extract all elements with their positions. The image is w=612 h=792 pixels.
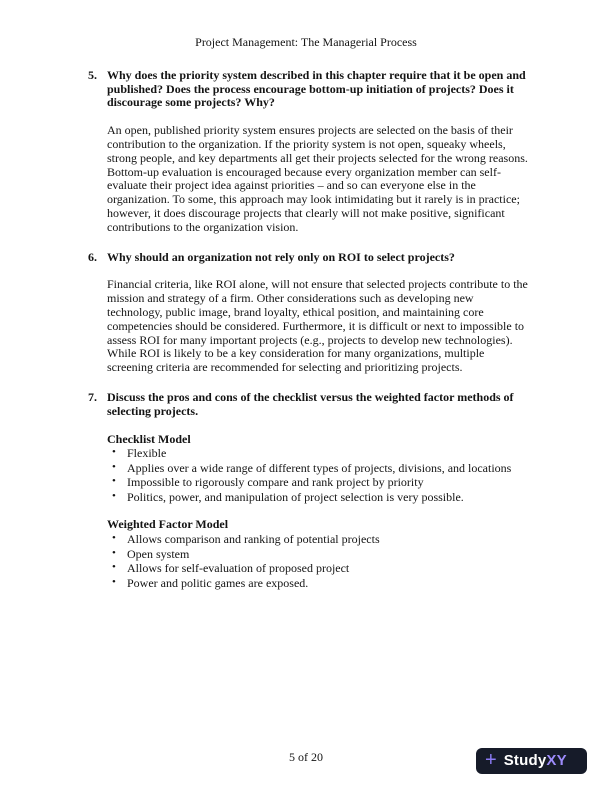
list-item — [107, 547, 528, 562]
page-content — [88, 69, 527, 590]
bullet-icon: • — [112, 575, 116, 588]
question-text: Why does the priority system described in this chapter require that it be open and published? Does the process encourage bottom-up initiation of projects? Does it discourage some projects? Why? — [107, 67, 526, 110]
bullet-icon: • — [112, 446, 116, 459]
plus-icon: + — [485, 749, 497, 771]
page-title: Project Management: The Managerial Process — [195, 35, 417, 49]
list-item — [107, 446, 528, 461]
list-item-text: Flexible — [127, 446, 167, 461]
list-item — [107, 561, 528, 576]
list-item — [107, 532, 528, 547]
list-item-text: Applies over a wide range of different types of projects, divisions, and locations — [127, 460, 512, 475]
bullet-icon: • — [112, 546, 116, 559]
bullet-icon: • — [112, 489, 116, 502]
list-item-text: Politics, power, and manipulation of project selection is very possible. — [127, 489, 464, 504]
question-item-5 — [88, 69, 527, 110]
list-heading: Weighted Factor Model — [107, 517, 229, 532]
list-item — [107, 475, 528, 490]
bullet-icon: • — [112, 475, 116, 488]
answer-text: An open, published priority system ensures projects are selected on the basis of their contribution to the organization. If the priority system is not open, squeaky wheels, strong people, and key departments all get their projects selected for the wrong reasons. Bottom-up evaluation is encouraged because every organization member can self-evaluate their project idea against priorities – and so can everyone else in the organization. To some, this approach may look intimidating but it rarely is in practice; however, it does discourage projects that clearly will not make positive, significant contributions to the organization vision. — [107, 123, 528, 234]
bullet-icon: • — [112, 532, 116, 545]
checklist-model-section — [107, 433, 528, 505]
weighted-factor-model-section — [107, 518, 528, 590]
bullet-icon: • — [112, 460, 116, 473]
question-item-7 — [88, 391, 527, 419]
question-number: 7. — [88, 389, 97, 404]
bullet-icon: • — [112, 561, 116, 574]
list-item-text: Impossible to rigorously compare and rank project by priority — [127, 475, 424, 490]
list-item — [107, 461, 528, 476]
question-item-6 — [88, 251, 527, 265]
page-number: 5 of 20 — [289, 750, 323, 764]
brand-name-primary: Study — [503, 752, 547, 770]
list-item-text: Allows comparison and ranking of potential projects — [127, 532, 380, 547]
list-item — [107, 490, 528, 505]
question-text: Why should an organization not rely only on ROI to select projects? — [107, 249, 455, 264]
list-item-text: Open system — [127, 546, 190, 561]
list-item-text: Allows for self-evaluation of proposed project — [127, 561, 350, 576]
list-item — [107, 576, 528, 591]
list-heading: Checklist Model — [107, 431, 191, 446]
list-item-text: Power and politic games are exposed. — [127, 575, 309, 590]
question-number: 5. — [88, 67, 97, 82]
studyxy-logo — [476, 748, 587, 774]
answer-text: Financial criteria, like ROI alone, will not ensure that selected projects contribute to the mission and strategy of a firm. Other considerations such as developing new technology, public image, brand loyalty, ethical position, and maintaining core competencies should be considered. Furthermore, it is difficult or next to impossible to assess ROI for many important projects (e.g., projects to develop new technologies). While ROI is likely to be a key consideration for many organizations, multiple screening criteria are recommended for selecting and prioritizing projects. — [107, 277, 528, 375]
brand-name-accent: XY — [546, 752, 567, 770]
question-text: Discuss the pros and cons of the checklist versus the weighted factor methods of selecting projects. — [107, 389, 514, 418]
question-number: 6. — [88, 249, 97, 264]
